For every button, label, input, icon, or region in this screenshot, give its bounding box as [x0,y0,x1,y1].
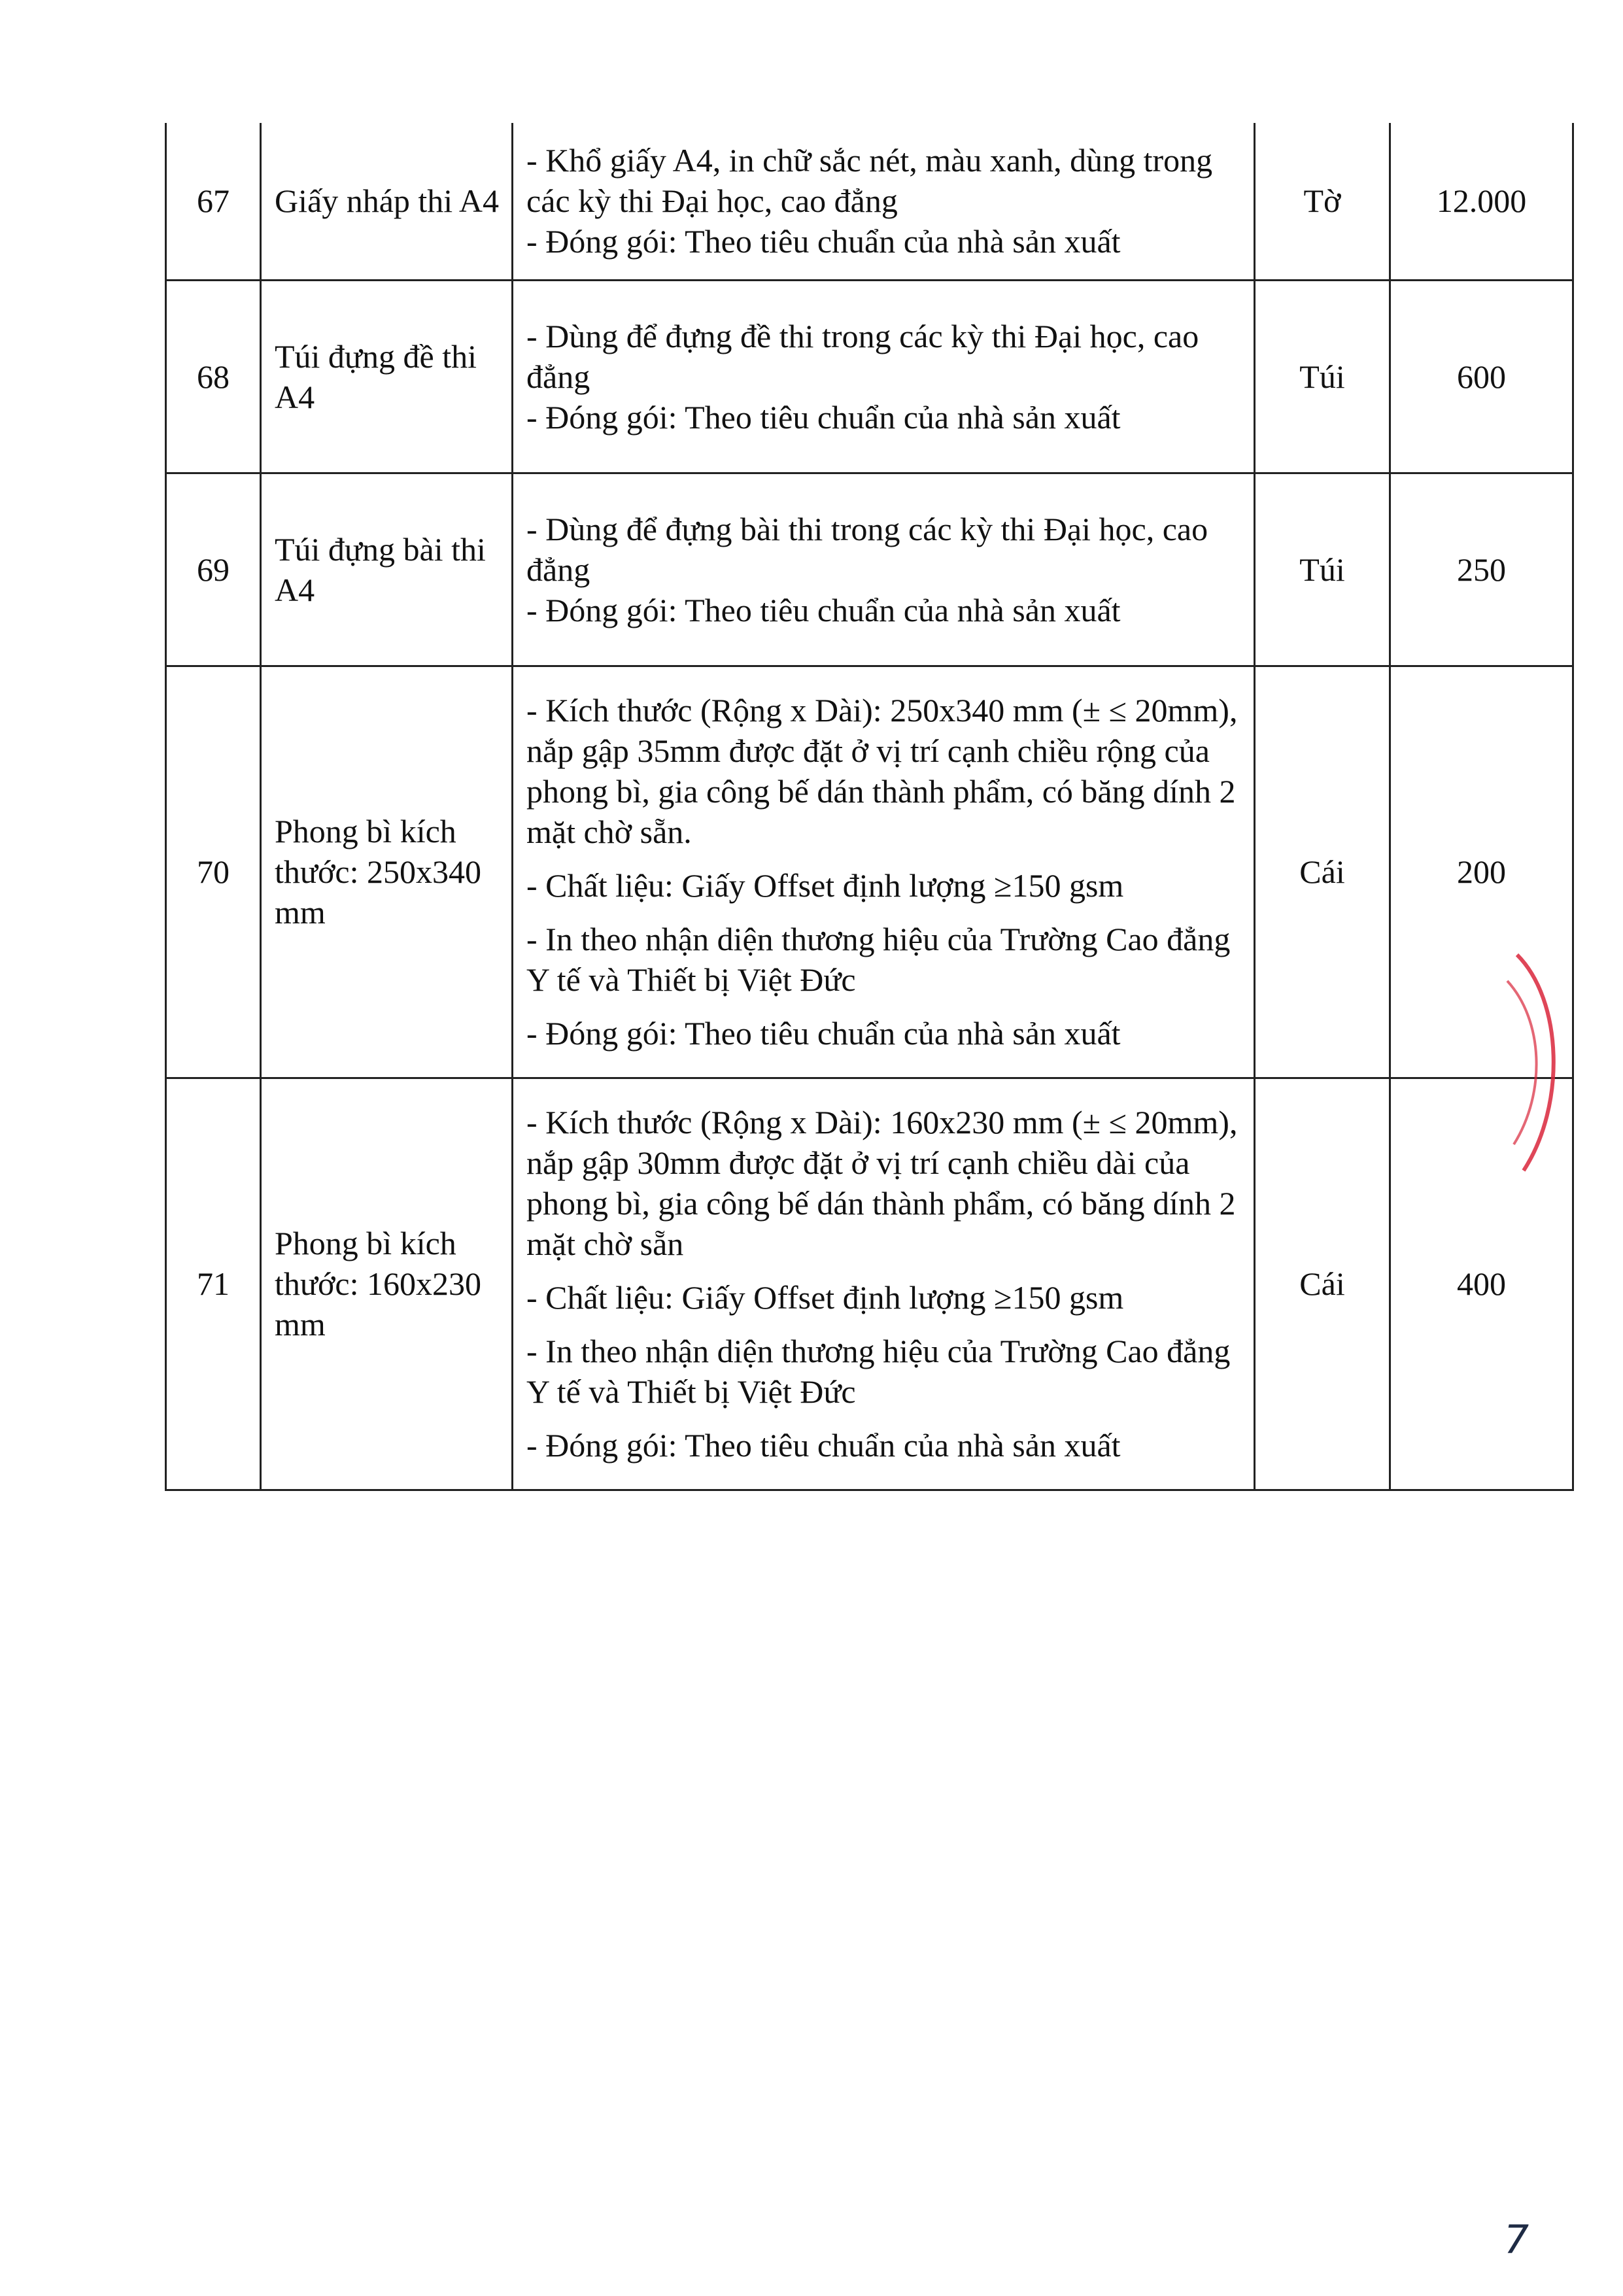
item-unit: Cái [1255,666,1390,1078]
item-quantity: 400 [1390,1078,1573,1490]
red-stamp-fragment [1504,935,1582,1184]
table-row [166,123,1573,280]
item-quantity: 600 [1390,280,1573,473]
page-number-mark: 7 [1504,2217,1529,2263]
description-line: - Đóng gói: Theo tiêu chuẩn của nhà sản xuất [526,1427,1121,1464]
description-line: - Kích thước (Rộng x Dài): 250x340 mm (± ≤ 20mm), nắp gập 35mm được đặt ở vị trí cạnh chiều rộng của phong bì, gia công bế dán thành phẩm, có băng dính 2 mặt chờ sẵn. [526,692,1238,850]
description-line: - Khổ giấy A4, in chữ sắc nét, màu xanh, dùng trong các kỳ thi Đại học, cao đẳng [526,142,1213,220]
item-name: Túi đựng bài thi A4 [261,473,513,666]
item-quantity: 250 [1390,473,1573,666]
description-line: - In theo nhận diện thương hiệu của Trường Cao đẳng Y tế và Thiết bị Việt Đức [526,921,1231,998]
description-line: - Chất liệu: Giấy Offset định lượng ≥150 gsm [526,1279,1124,1316]
description-line: - Đóng gói: Theo tiêu chuẩn của nhà sản xuất [526,591,1121,628]
item-description [513,666,1255,1078]
table-row [166,1078,1573,1490]
item-quantity: 200 [1390,666,1573,1078]
description-line: - Đóng gói: Theo tiêu chuẩn của nhà sản xuất [526,398,1121,436]
description-line: - Dùng để đựng bài thi trong các kỳ thi Đại học, cao đẳng [526,510,1208,588]
row-number: 71 [166,1078,261,1490]
item-name: Phong bì kích thước: 160x230 mm [261,1078,513,1490]
item-name: Giấy nháp thi A4 [261,123,513,280]
item-unit: Cái [1255,1078,1390,1490]
table-row [166,280,1573,473]
item-unit: Tờ [1255,123,1390,280]
item-name: Phong bì kích thước: 250x340 mm [261,666,513,1078]
procurement-spec-table [165,123,1574,1491]
item-description [513,473,1255,666]
description-line: - Dùng để đựng đề thi trong các kỳ thi Đại học, cao đẳng [526,317,1199,395]
row-number: 69 [166,473,261,666]
table-row [166,666,1573,1078]
item-description [513,280,1255,473]
description-line: - Kích thước (Rộng x Dài): 160x230 mm (± ≤ 20mm), nắp gập 30mm được đặt ở vị trí cạnh chiều dài của phong bì, gia công bế dán thành phẩm, có băng dính 2 mặt chờ sẵn [526,1104,1238,1262]
item-description [513,1078,1255,1490]
item-quantity: 12.000 [1390,123,1573,280]
item-unit: Túi [1255,473,1390,666]
table-row [166,473,1573,666]
row-number: 68 [166,280,261,473]
description-line: - In theo nhận diện thương hiệu của Trường Cao đẳng Y tế và Thiết bị Việt Đức [526,1333,1231,1410]
description-line: - Đóng gói: Theo tiêu chuẩn của nhà sản xuất [526,223,1121,260]
item-unit: Túi [1255,280,1390,473]
item-description [513,123,1255,280]
row-number: 70 [166,666,261,1078]
item-name: Túi đựng đề thi A4 [261,280,513,473]
row-number: 67 [166,123,261,280]
description-line: - Đóng gói: Theo tiêu chuẩn của nhà sản xuất [526,1015,1121,1052]
description-line: - Chất liệu: Giấy Offset định lượng ≥150 gsm [526,867,1124,904]
